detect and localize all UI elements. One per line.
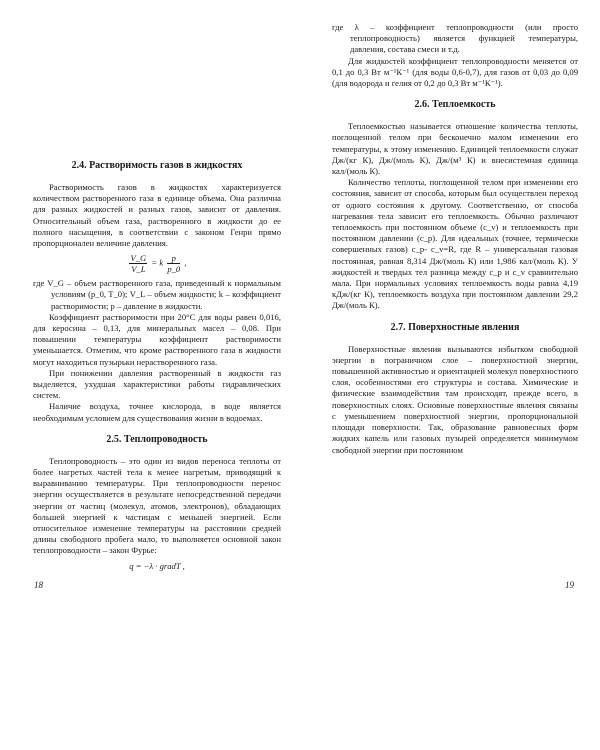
formula-denominator: p_0 [167, 264, 181, 275]
formula-denominator: V_L [131, 264, 146, 275]
paragraph: При понижении давления растворенный в жидкости газ выделяется, ухудшая характеристики работы гидравлических систем. [33, 367, 281, 401]
left-page [33, 160, 281, 576]
paragraph: Для жидкостей коэффициент теплопроводности меняется от 0,1 до 0,3 Вт м⁻¹К⁻¹ (для воды 0,6-0,7), для газов от 0,03 до 0,09 (для водорода и гелия от 0,2 до 0,3 Вт м⁻¹К⁻¹). [332, 55, 578, 89]
formula-end: , [184, 257, 187, 268]
formula-fraction-volume [129, 253, 147, 274]
page-number-left: 18 [34, 580, 43, 590]
paragraph: Наличие воздуха, точнее кислорода, в воде является необходимым условием для существования жизни в водоемах. [33, 401, 281, 423]
section-title-2-7: 2.7. Поверхностные явления [390, 321, 520, 333]
paragraph: Теплоемкостью называется отношение количества теплоты, поглощенной телом при бесконечно малом изменении его температуры, к этому изменению. Единицей теплоемкости служат Дж/(кг К), Дж/(моль К), Дж/(м³ К) и внесистемная единица кал/(моль К). [332, 121, 578, 177]
fourier-law-formula: q = −λ · gradT , [129, 560, 185, 571]
paragraph: Теплопроводность – это один из видов переноса теплоты от более нагретых частей тела к менее нагретым, приводящий к выравниванию температуры. При теплопроводности перенос энергии осуществляется в результате непосредственной передачи энергии от частиц (молекул, атомов, электронов), обладающих большей энергией к частицам с меньшей энергией. Если относительное изменение температуры на расстоянии средней длины свободного пробега мало, то выполняется основной закон теплопроводности – закон Фурье: [33, 455, 281, 556]
formula-fraction-pressure [167, 253, 180, 274]
formula-numerator: V_G [130, 253, 147, 264]
formula-legend: где V_G – объем растворенного газа, приведенный к нормальным условиям (p_0, T_0); V_L – объем жидкости; k – коэффициент растворимости; p – давление в жидкости. [33, 278, 281, 311]
paragraph: Коэффициент растворимости при 20°С для воды равен 0,016, для керосина – 0,13, для минеральных масел – 0,08. При повышении температуры коэффициент растворимости уменьшается. Отметим, что кроме растворенного газа в жидкости могут находиться пузырьки нерастворенного газа. [33, 311, 281, 367]
henry-law-formula [33, 253, 281, 274]
formula-legend: где λ – коэффициент теплопроводности (или просто теплопроводность) является функцией температуры, давления, состава смеси и т.д. [332, 22, 578, 55]
paragraph: Поверхностные явления вызываются избытком свободной энергии в пограничном слое – поверхностной энергии, повышенной активностью и ориентацией молекул поверхностного слоя, особенностями его структуры и состава. Химические и физические взаимодействия там происходят, прежде всего, в поверхностных слоях. Основные поверхностные явления связаны с уменьшением поверхностной энергии, пропорциональной площади поверхности. Так, образование равновесных форм жидких капель или газовых пузырей определяется минимумом свободной энергии при постоянном [332, 343, 578, 455]
page-number-right: 19 [565, 580, 574, 590]
section-title-2-6: 2.6. Теплоемкость [414, 99, 496, 111]
paragraph: Растворимость газов в жидкостях характеризуется количеством растворенного газа в единице объема. Она различна для разных жидкостей и разных газов, зависит от давления. Относительный объем газа, растворенного в жидкости до ее полного насыщения, в соответствии с законом Генри прямо пропорционален величине давления. [33, 182, 281, 249]
right-page [332, 22, 578, 456]
paragraph: Количество теплоты, поглощенной телом при изменении его состояния, зависит от способа, которым был осуществлен переход от одного состояния к другому. Соответственно, от способа нагревания тела зависит его теплоемкость. Обычно различают теплоемкость при постоянном объеме (c_v) и теплоемкость при постоянном давлении (c_p). Для идеальных (точнее, термически совершенных газов) c_p- c_v=R, где R – универсальная газовая постоянная, равная 8,314 Дж/(моль К) или 1,986 кал/(моль К). У жидкостей и твердых тел разница между c_p и c_v сравнительно мала. При нормальных условиях теплоемкость воды равна 4,19 кДж/(кг К), теплоемкость воздуха при постоянном давлении 29,2 Дж/(моль К). [332, 177, 578, 311]
section-title-2-5: 2.5. Теплопроводность [106, 433, 208, 445]
section-title-2-4: 2.4. Растворимость газов в жидкостях [71, 160, 243, 171]
formula-numerator: p [167, 253, 180, 264]
formula-operator: = k [151, 257, 164, 268]
